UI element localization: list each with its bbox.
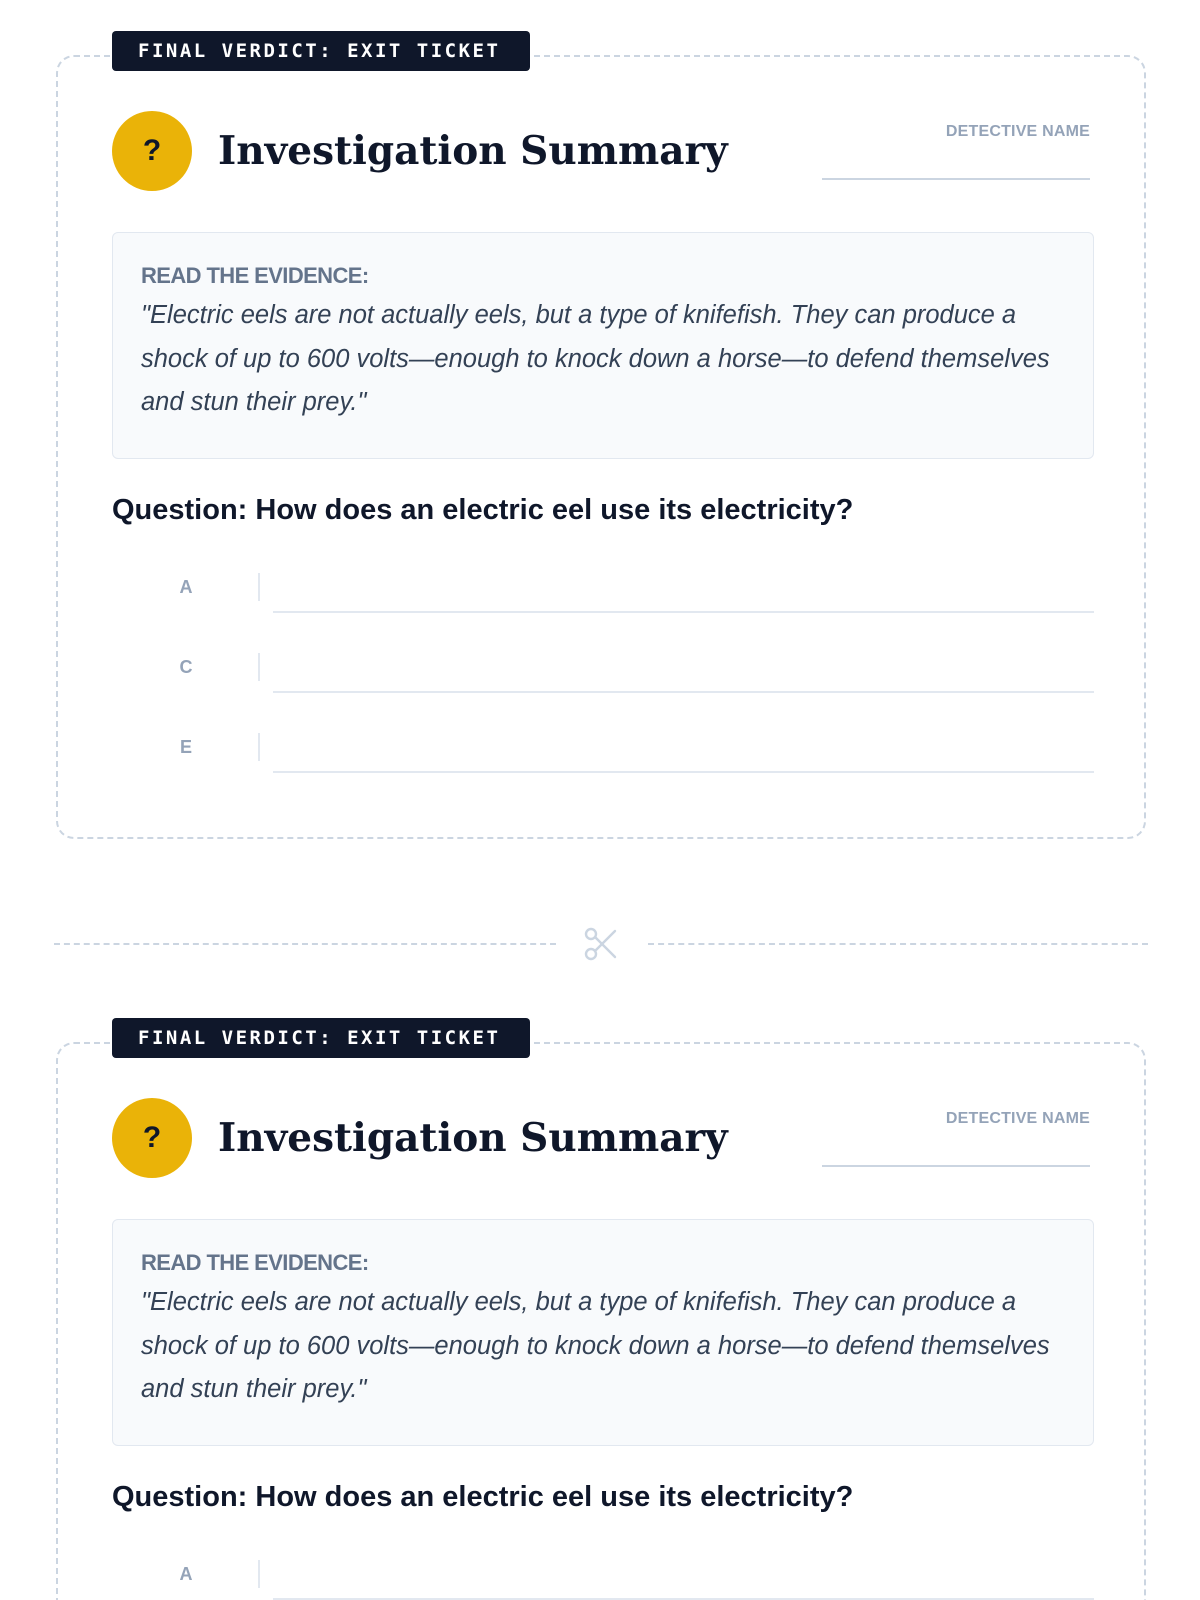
detective-name-label: DETECTIVE NAME: [945, 1110, 1090, 1127]
answer-line-a[interactable]: [273, 611, 1094, 613]
question-text: Question: How does an electric eel use its electricity?: [112, 1481, 854, 1513]
detective-name-label: DETECTIVE NAME: [945, 123, 1090, 140]
answer-letter: E: [179, 737, 192, 757]
answer-letter: C: [179, 657, 193, 677]
answer-divider: [258, 573, 260, 601]
answer-row-e: [112, 725, 1094, 785]
evidence-box: [112, 232, 1094, 459]
cut-line-right: [648, 943, 1148, 945]
question-mark-icon: ?: [112, 1098, 192, 1178]
evidence-label: READ THE EVIDENCE:: [141, 263, 369, 288]
evidence-label: READ THE EVIDENCE:: [141, 1250, 369, 1275]
answer-divider: [258, 1560, 260, 1588]
answer-row-c: [112, 645, 1094, 705]
answer-divider: [258, 653, 260, 681]
question-mark-icon: ?: [112, 111, 192, 191]
detective-name-field[interactable]: [822, 178, 1090, 180]
evidence-text: "Electric eels are not actually eels, but a type of knifefish. They can produce a shock of up to 600 volts—enough to knock down a horse—to defend themselves and stun their prey.": [141, 301, 1050, 416]
cut-line-left: [54, 943, 556, 945]
detective-name-field[interactable]: [822, 1165, 1090, 1167]
answer-line-c[interactable]: [273, 691, 1094, 693]
ticket-title: Investigation Summary: [218, 128, 728, 174]
evidence-box: [112, 1219, 1094, 1446]
scissors-icon: [582, 924, 622, 964]
answer-row-a: [112, 1552, 1094, 1600]
exit-ticket-1: [56, 40, 1146, 839]
answer-row-a: [112, 565, 1094, 625]
answer-line-e[interactable]: [273, 771, 1094, 773]
answer-letter: A: [179, 1564, 193, 1584]
answer-letter: A: [179, 577, 193, 597]
answer-divider: [258, 733, 260, 761]
exit-ticket-tag: FINAL VERDICT: EXIT TICKET: [112, 1018, 530, 1058]
ticket-title: Investigation Summary: [218, 1115, 728, 1161]
evidence-text: "Electric eels are not actually eels, but a type of knifefish. They can produce a shock of up to 600 volts—enough to knock down a horse—to defend themselves and stun their prey.": [141, 1288, 1050, 1403]
question-text: Question: How does an electric eel use its electricity?: [112, 494, 854, 526]
exit-ticket-2: [56, 1027, 1146, 1600]
exit-ticket-tag: FINAL VERDICT: EXIT TICKET: [112, 31, 530, 71]
